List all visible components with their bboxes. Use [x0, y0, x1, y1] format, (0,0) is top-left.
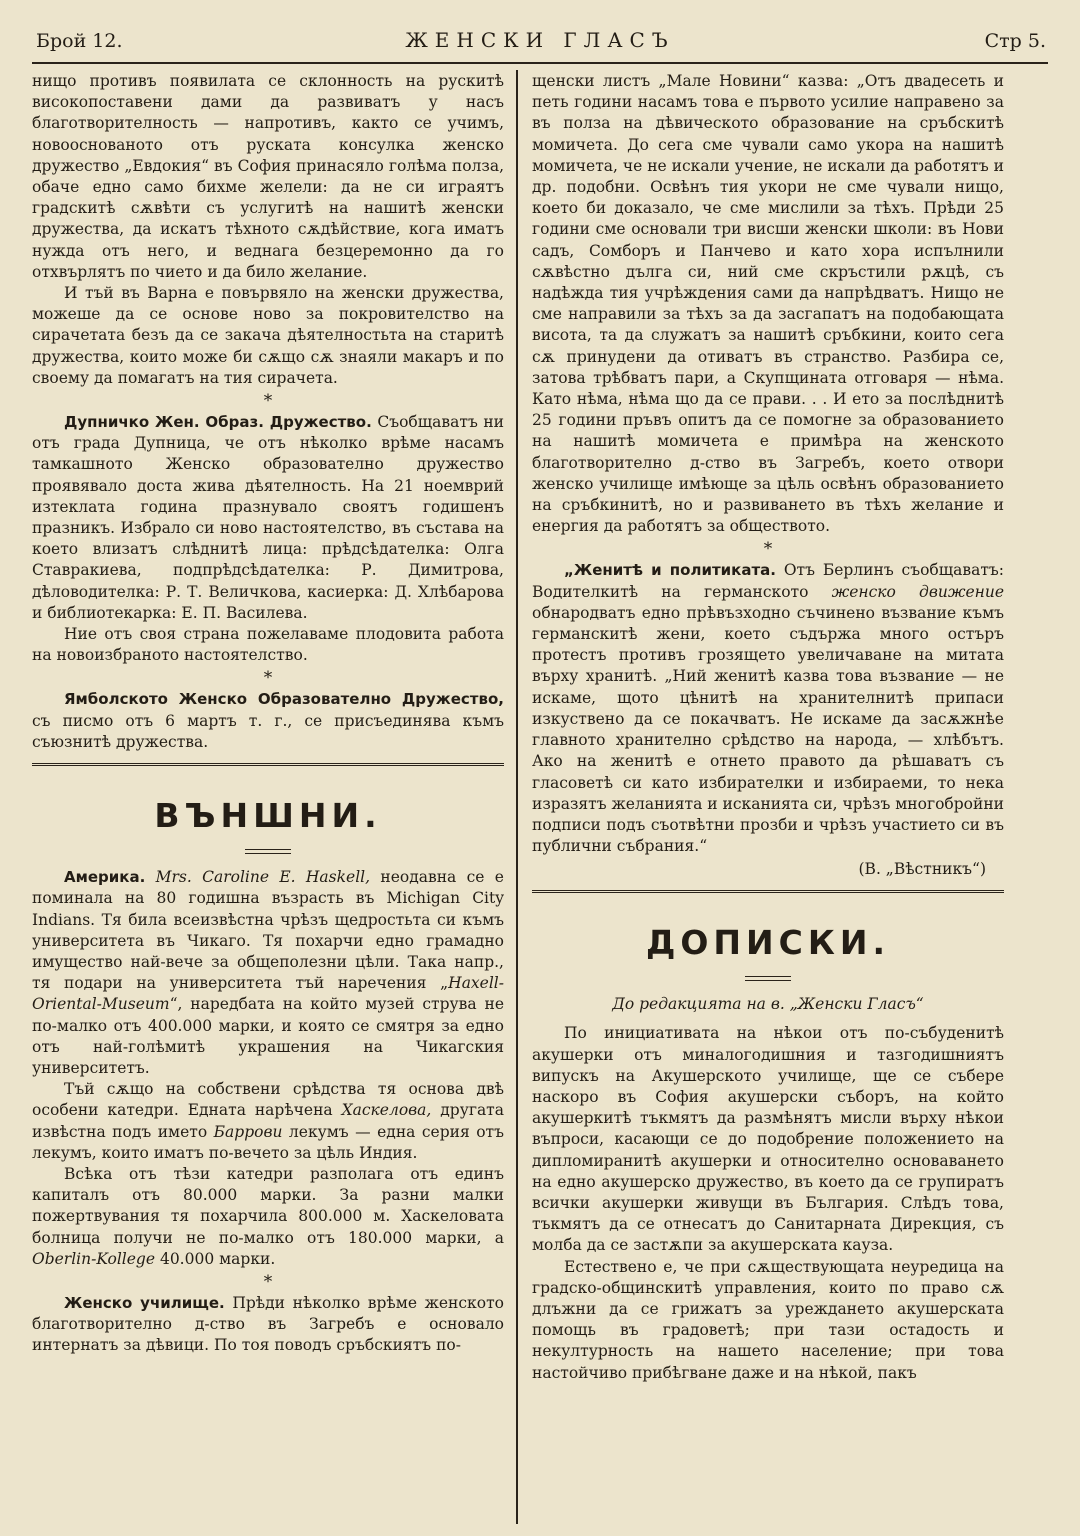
america-heading: Америка. [64, 868, 146, 887]
running-head [32, 26, 1048, 64]
paragraph: По инициативата на нѣкои отъ по-събуденитѣ акушерки отъ миналогодишния и тазгодишниятъ випускъ на Акушерското училище, ще се събере наскоро въ София акушерски съборъ, на който акушеркитѣ тъкмятъ да размѣнятъ мисли върху нѣкои въпроси, касающи се до подобрение положението на дипломиранитѣ акушерки и относително основаването на едно акушерско дружество, въ което да се групиратъ всички акушерки живущи въ България. Слѣдъ това, тъкмятъ да се отнесатъ до Санитарната Дирекция, съ молба да се застѫпи за акушерската кауза. [532, 1024, 1004, 1255]
paragraph: И тъй въ Варна е повървяло на женски дружества, можеше да се основе ново за покровителство на сирачетата безъ да се закача дѣятелностьта на старитѣ дружества, които може би сѫщо сѫ знаяли макаръ и по своему да помагатъ на тия сирачета. [32, 284, 504, 387]
chairs-text-cont: другата извѣстна подъ името [32, 1101, 504, 1141]
politics-text: Отъ Берлинъ съобщаватъ: Водителкитѣ на германското [532, 561, 1005, 601]
paragraph: Естествено е, че при сѫществующата неуредица на градско-общинскитѣ управления, които по право сѫ длъжни да се грижатъ за уреждането акушерската помощь въ градоветѣ; при тази остадость и некултурность на нашето население; при това настойчиво прибѣгване даже и на нѣкой, пакъ [532, 1257, 1004, 1382]
title-ornament [532, 966, 1004, 980]
chairs-text-end: лекумъ — една серия отъ лекумъ, които иматъ по-вечето за цѣль Индия. [32, 1122, 504, 1162]
yambol-news [32, 689, 504, 753]
separator-star: * [263, 668, 273, 689]
left-column [32, 64, 516, 1524]
paragraph: нищо противъ появилата се склонность на рускитѣ високопоставени дами да развиватъ у насъ благотворителность — напротивъ, както се учимъ, новооснованото отъ руската консулка женско дружество „Евдокия“ въ София принасяло голѣма полза, обаче едно само бихме желели: да не си играятъ градскитѣ сѫвѣти съ услугитѣ на нашитѣ женски дружества, да искатъ тѣхното сѫдѣйствие, кога иматъ нужда отъ него, и веднага безцеремонно да го отхвърлятъ по чието и да било желание. [32, 72, 504, 281]
dupnica-text: Съобщаватъ ни отъ града Дупница, че отъ нѣколко врѣме насамъ тамкашното Женско образователно дружество проявявало доста жива дѣятелность. На 21 ноемврий изтеклата година празнувало своятъ годишенъ празникъ. Избрало си ново настоятелство, въ състава на което влизатъ слѣднитѣ лица: прѣдсѣдателка: Олга Ставракиева, подпрѣдсѣдателка: Р. Димитрова, дѣловодителка: Р. Т. Величкова, касиерка: Д. Хлѣбарова и библиотекарка: Е. П. Василева. [32, 413, 504, 622]
america-news [32, 867, 504, 1079]
section-divider [32, 763, 504, 766]
section-divider [532, 890, 1004, 893]
capital-text: Всѣка отъ тѣзи катедри разполага отъ единъ капиталъ отъ 80.000 марки. За разни малки пожертвувания тя похарчила 800.000 м. Хаскеловата болница получи не по-малко отъ 180.000 марки, а [32, 1164, 504, 1247]
dupnica-heading: Дупничко Жен. Образ. Дружество. [64, 413, 372, 432]
dupnica-news [32, 412, 504, 624]
paragraph: щенски листъ „Мале Новини“ казва: „Отъ двадесеть и петь години насамъ това е първото усилие направено за въ полза на дѣвическото образование на сръбскитѣ момичета. До сега сме чували само укора на нашитѣ момичета, че не искали учение, не искали да работятъ и др. подобни. Освѣнъ тия укори не сме чували нищо, което би доказало, че сме мислили за тѣхъ. Прѣди 25 години сме основали три висши женски школи: въ Нови садъ, Сомборъ и Панчево и като хора испълнили сѫвѣстно дълга си, ний сме скръстили рѫцѣ, съ надѣжда тия учрѣждения сами да напрѣдватъ. Нищо не сме направили за тѣхъ за да засгапатъ на подобающата висота, та да служатъ за нашитѣ сръбкини, които сега сѫ принудени да отиватъ въ странство. Разбира се, затова трѣбватъ пари, а Скупщината отговаря — нѣма. Като нѣма, нѣма що да се прави. . . И ето за послѣднитѣ 25 години пръвъ опитъ да се помогне за образованието на нашитѣ момичета е примѣра на женското благотворително д-ство въ Загребъ, което отвори женско училище имѣюще за цѣль освѣнъ образованието на сръбкинитѣ, но и развиването въ тѣхъ желание и енергия да работятъ за обществото. [532, 72, 1004, 536]
school-heading: Женско училище. [64, 1293, 225, 1312]
separator-star: * [263, 391, 273, 412]
chair-name-haskel: Хаскелова, [341, 1101, 432, 1120]
capital-paragraph [32, 1164, 504, 1270]
womens-movement: женско движение [831, 582, 1004, 601]
source-attribution: (В. „Вѣстникъ“) [858, 860, 986, 879]
yambol-heading: Ямболското Женско Образователно Дружество, [64, 690, 504, 709]
text-columns [32, 64, 1048, 1524]
letter-address: До редакцията на в. „Женски Гласъ“ [612, 995, 924, 1014]
newspaper-title: ЖЕНСКИ ГЛАСЪ [405, 28, 675, 52]
separator-star: * [763, 539, 773, 560]
capital-text-end: 40.000 марки. [155, 1249, 276, 1268]
america-text: неодавна се е поминала на 80 годишна възрасть въ Michigan City Indians. Тя била всеизвѣстна чрѣзъ щедростьта си къмъ университета въ Чикаго. Тя похарчи едно грамадно имущество най-вече за общеполезни цѣли. Така напр., тя подари на университета тъй наречения „ [32, 868, 504, 993]
college-name: Oberlin-Kollege [32, 1249, 156, 1268]
yambol-text: съ писмо отъ 6 мартъ т. г., се присъединява къмъ съюзнитѣ дружества. [32, 711, 504, 751]
chair-name-barrow: Баррови [213, 1122, 283, 1141]
america-person: Mrs. Caroline E. Haskell, [155, 868, 371, 887]
right-column [518, 64, 1004, 1524]
school-news [32, 1293, 504, 1357]
paragraph: Ние отъ своя страна пожелаваме плодовита работа на новоизбраното настоятелство. [32, 625, 504, 665]
politics-heading: „Женитѣ и политиката. [564, 561, 776, 580]
museum-name: Haxell-Oriental-Museum [32, 974, 504, 1014]
chairs-text: Тъй сѫщо на собствени срѣдства тя основа двѣ особени катедри. Едната нарѣчена [32, 1080, 504, 1120]
politics-news [532, 560, 1004, 857]
section-title-foreign: ВЪНШНИ. [154, 796, 382, 836]
chairs-paragraph [32, 1079, 504, 1164]
school-text: Прѣди нѣколко врѣме женското благотворително д-ство въ Загребъ е основало интернатъ за дѣвици. По тоя поводъ сръбскиятъ по- [32, 1293, 504, 1355]
politics-text-cont: обнародватъ едно прѣвъзходно съчинено възвание къмъ германскитѣ жени, което съдържа много остъръ протестъ противъ грозящето увеличаване на митата върху хранитѣ. „Ний женитѣ казва това възвание — не искаме, щото цѣнитѣ на хранителнитѣ припаси изкуствено да се покачватъ. Не искаме да засѫжнѣе главното хранително срѣдство на народа, — хлѣбътъ. Ако на женитѣ е отнето правото да рѣшаватъ съ гласоветѣ си като избирателки и избираеми, то нека изразятъ желанията и исканията си, чрѣзъ многобройни подписи подъ съотвѣтни прозби и чрѣзъ участието си въ публични събрания.“ [532, 603, 1005, 856]
title-ornament [32, 839, 504, 853]
page-number: Стр 5. [984, 30, 1046, 52]
section-title-letters: ДОПИСКИ. [645, 923, 891, 963]
america-text-cont: “, наредбата на който музей струва не по-малко отъ 400.000 марки, и която се смятря за едно отъ най-голѣмитѣ украшения на Чикагския университетъ. [32, 995, 504, 1077]
separator-star: * [263, 1271, 273, 1292]
issue-number: Брой 12. [36, 30, 123, 52]
